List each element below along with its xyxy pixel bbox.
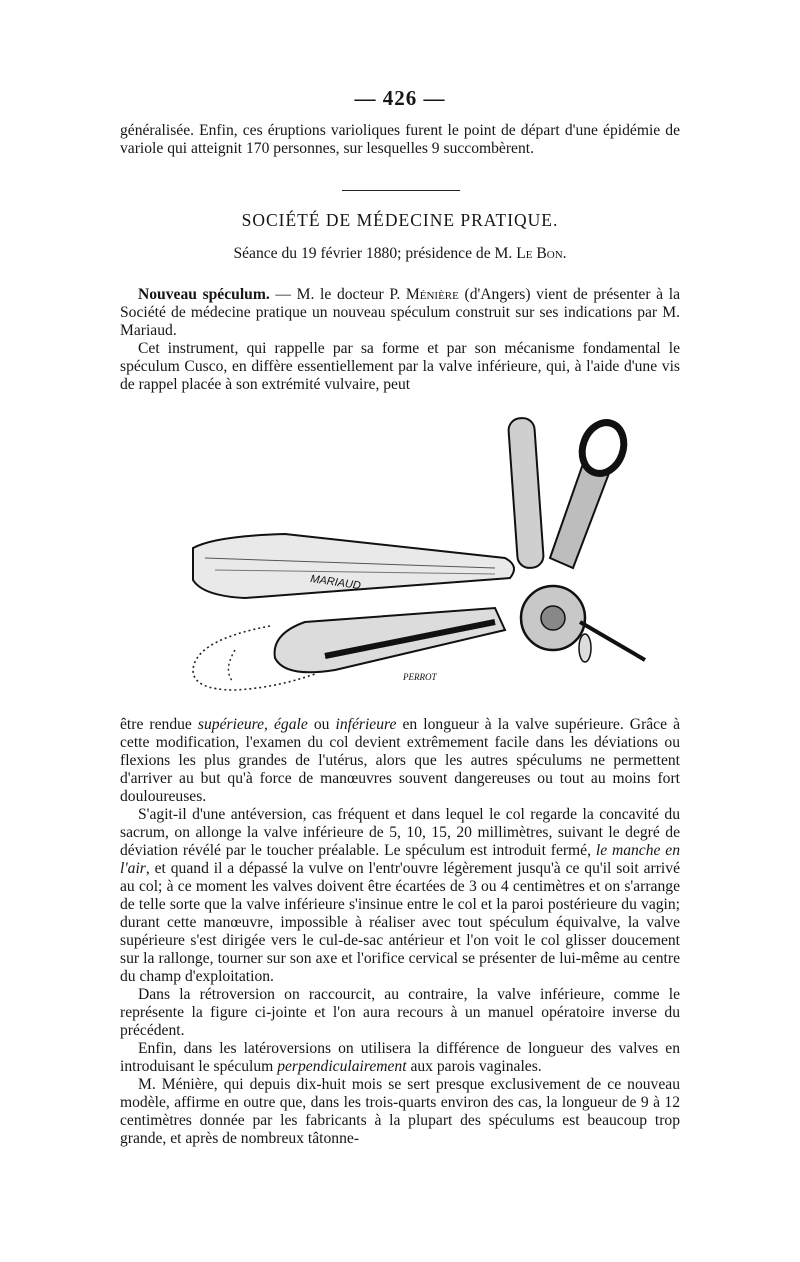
p4-text-b: , et quand il a dépassé la vulve on l'entr'ouvre légèrement jusqu'à ce qu'il soit arrivé au col; à ce moment les valves doivent être écartées de 3 ou 4 centimètres et on s'arrange de telle sorte que la valve inférieure s'insinue entre le col et la paroi postérieure du vagin; durant cette manœuvre, impossible à réaliser avec tout spéculum équivalve, la valve supérieure s'est dirigée vers le cul-de-sac antérieur et l'on voit le col glisser doucement sur la rallonge, tourner sur son axe et l'orifice cervical se présenter de lui-même au centre du champ d'exploitation. [120, 860, 680, 985]
paragraph-7: M. Ménière, qui depuis dix-huit mois se sert presque exclusivement de ce nouveau modèle, affirme en outre que, dans les trois-quarts environ des cas, la longueur de 9 à 12 centimètres donnée par les fabricants à la plupart des spéculums est beaucoup trop grande, et après de nombreux tâtonne- [120, 1076, 680, 1147]
p3-text-d: en longueur à la valve supérieure. Grâce à cette modification, l'examen du col devient extrêmement facile dans les déviations ou flexions les plus grandes de l'utérus, alors que les autres spéculums ne permettent d'arriver au but qu'à force de manœuvres souvent dangereuses ou tout au moins fort douloureuses. [120, 716, 681, 805]
meeting-prefix: Séance du 19 février 1880; présidence de M. [233, 245, 513, 262]
maker-engraving: MARIAUD [309, 573, 362, 593]
p3-text-b: , [264, 716, 275, 733]
p6-text-a: Enfin, dans les latéroversions on utilisera la différence de longueur des valves en introduisant le spéculum [120, 1040, 680, 1075]
article-p1-name: Ménière [405, 286, 459, 303]
paragraph-6 [120, 1040, 680, 1076]
p4-italic: le manche en l'air [120, 842, 681, 877]
p4-text-a: S'agit-il d'une antéversion, cas fréquent et dans lequel le col regarde la concavité du sacrum, on allonge la valve inférieure de 5, 10, 15, 20 millimètres, suivant le degré de déviation révélé par le toucher préalable. Le spéculum est introduit fermé, [120, 806, 680, 859]
p6-text-b: aux parois vaginales. [406, 1058, 542, 1075]
p3-italic-2: égale [274, 716, 308, 733]
intro-paragraph-block [120, 122, 680, 158]
article-intro-block [120, 286, 680, 394]
article-p1-text-b: (d'Angers) vient de présenter à la Société de médecine pratique un nouveau spéculum construit sur ses indications par M. Mariaud. [120, 286, 681, 339]
paragraph-5: Dans la rétroversion on raccourcit, au contraire, la valve inférieure, comme le représente la figure ci-jointe et l'on aura recours à un manuel opératoire inverse du précédent. [120, 986, 680, 1039]
paragraph-4 [120, 806, 680, 986]
p3-text-c: ou [307, 716, 336, 733]
speculum-illustration [175, 408, 675, 718]
section-title: SOCIÉTÉ DE MÉDECINE PRATIQUE. [241, 210, 559, 230]
article-p1-text-a: — M. le docteur P. [269, 286, 406, 303]
section-divider [342, 190, 460, 191]
meeting-line [0, 245, 800, 263]
p3-italic-3: inférieure [335, 716, 397, 733]
article-paragraph-1 [120, 286, 680, 340]
continuation-block [120, 716, 680, 1148]
p3-italic-1: supérieure [197, 716, 265, 733]
article-title: Nouveau spéculum. [138, 286, 270, 303]
meeting-president: Le Bon. [516, 245, 567, 262]
article-paragraph-2: Cet instrument, qui rappelle par sa forme et par son mécanisme fondamental le spéculum Cusco, en diffère essentiellement par la valve inférieure, qui, à l'aide d'une vis de rappel placée à son extrémité vulvaire, peut [120, 340, 680, 393]
engraver-signature: PERROT [403, 672, 437, 682]
page-number: — 426 — [354, 86, 446, 110]
p3-text-a: être rendue [120, 716, 198, 733]
handle-shape [508, 417, 544, 568]
intro-paragraph: généralisée. Enfin, ces éruptions varioliques furent le point de départ d'une épidémie de variole qui atteignit 170 personnes, sur lesquelles 9 succombèrent. [120, 122, 680, 157]
p6-italic: perpendiculairement [277, 1058, 407, 1075]
paragraph-3 [120, 716, 680, 806]
